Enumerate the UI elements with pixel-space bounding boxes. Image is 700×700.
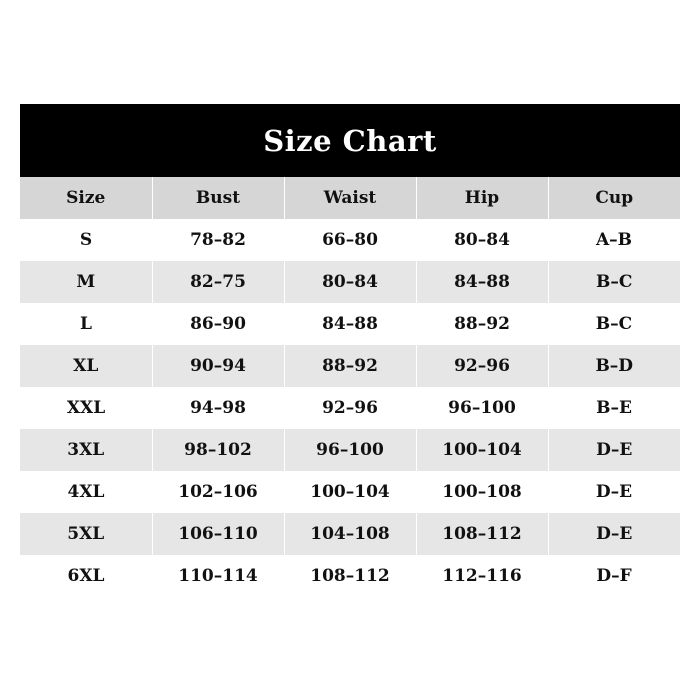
- size-table: [20, 177, 680, 597]
- header-hip: Hip: [416, 177, 548, 219]
- cell-size: XL: [20, 345, 152, 387]
- table-row: [20, 513, 680, 555]
- cell-cup: B–D: [548, 345, 680, 387]
- table-row: [20, 219, 680, 261]
- cell-waist: 80–84: [284, 261, 416, 303]
- cell-size: S: [20, 219, 152, 261]
- title-bar: [20, 104, 680, 177]
- cell-cup: D–E: [548, 471, 680, 513]
- cell-hip: 88–92: [416, 303, 548, 345]
- cell-waist: 92–96: [284, 387, 416, 429]
- cell-bust: 102–106: [152, 471, 284, 513]
- chart-title: Size Chart: [263, 123, 437, 158]
- cell-waist: 88–92: [284, 345, 416, 387]
- cell-cup: D–E: [548, 429, 680, 471]
- table-row: [20, 345, 680, 387]
- table-row: [20, 261, 680, 303]
- cell-hip: 112–116: [416, 555, 548, 597]
- table-row: [20, 555, 680, 597]
- cell-bust: 86–90: [152, 303, 284, 345]
- cell-waist: 66–80: [284, 219, 416, 261]
- table-row: [20, 471, 680, 513]
- cell-cup: B–C: [548, 261, 680, 303]
- table-row: [20, 387, 680, 429]
- cell-hip: 96–100: [416, 387, 548, 429]
- cell-waist: 84–88: [284, 303, 416, 345]
- cell-cup: D–F: [548, 555, 680, 597]
- cell-size: 6XL: [20, 555, 152, 597]
- cell-waist: 96–100: [284, 429, 416, 471]
- cell-hip: 108–112: [416, 513, 548, 555]
- header-row: [20, 177, 680, 219]
- cell-size: 4XL: [20, 471, 152, 513]
- cell-bust: 82–75: [152, 261, 284, 303]
- cell-cup: B–E: [548, 387, 680, 429]
- table-row: [20, 303, 680, 345]
- header-cup: Cup: [548, 177, 680, 219]
- cell-cup: B–C: [548, 303, 680, 345]
- cell-size: XXL: [20, 387, 152, 429]
- size-chart: [20, 104, 680, 597]
- cell-bust: 90–94: [152, 345, 284, 387]
- cell-hip: 84–88: [416, 261, 548, 303]
- cell-waist: 100–104: [284, 471, 416, 513]
- cell-size: L: [20, 303, 152, 345]
- cell-bust: 98–102: [152, 429, 284, 471]
- cell-size: M: [20, 261, 152, 303]
- cell-hip: 100–104: [416, 429, 548, 471]
- cell-waist: 108–112: [284, 555, 416, 597]
- cell-hip: 100–108: [416, 471, 548, 513]
- header-waist: Waist: [284, 177, 416, 219]
- header-size: Size: [20, 177, 152, 219]
- cell-size: 5XL: [20, 513, 152, 555]
- header-bust: Bust: [152, 177, 284, 219]
- cell-bust: 110–114: [152, 555, 284, 597]
- cell-bust: 94–98: [152, 387, 284, 429]
- cell-hip: 80–84: [416, 219, 548, 261]
- cell-hip: 92–96: [416, 345, 548, 387]
- cell-size: 3XL: [20, 429, 152, 471]
- table-row: [20, 429, 680, 471]
- cell-waist: 104–108: [284, 513, 416, 555]
- cell-bust: 106–110: [152, 513, 284, 555]
- cell-cup: A–B: [548, 219, 680, 261]
- cell-bust: 78–82: [152, 219, 284, 261]
- cell-cup: D–E: [548, 513, 680, 555]
